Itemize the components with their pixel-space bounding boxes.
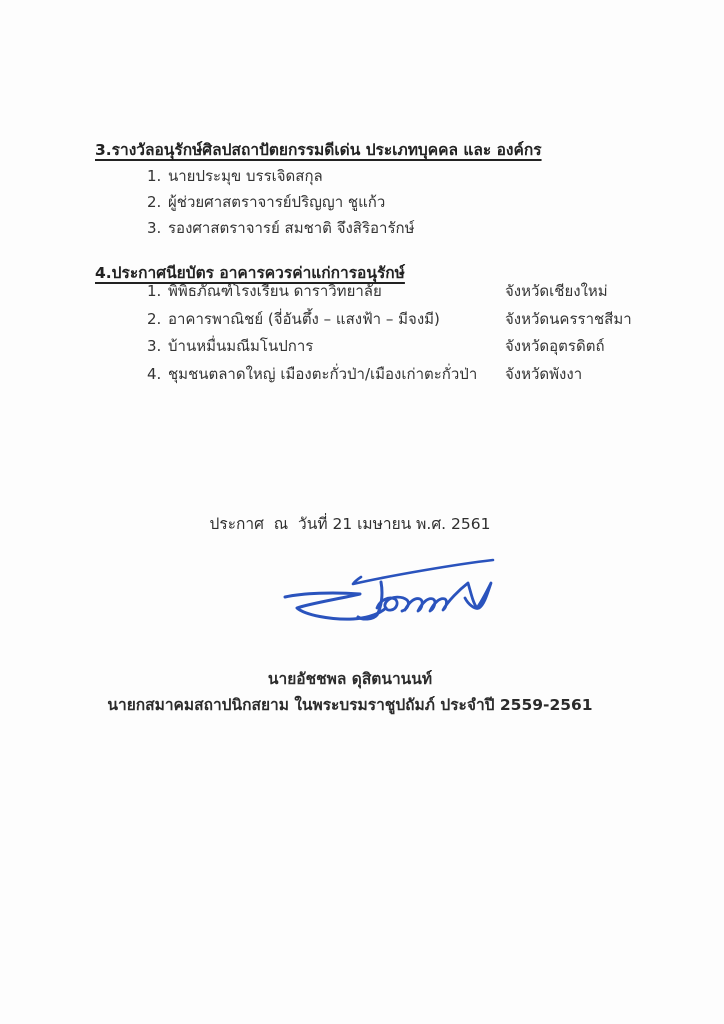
province-label: จังหวัดนครราชสีมา [505,309,632,328]
signature-stroke [358,582,382,619]
signatory-name: นายอัชชพล ดุสิตนานนท์ [267,670,433,688]
signature-stroke [405,583,491,611]
item-number: 2. [147,193,162,211]
signature-image [263,551,508,653]
item-number: 3. [147,337,162,356]
section-4-heading: 4.ประกาศนียบัตร อาคารควรค่าแก่การอนุรักษ์ [95,264,405,282]
list-item [147,309,684,337]
item-text: ผู้ช่วยศาสตราจารย์ปริญญา ชูแก้ว [168,193,386,211]
announcement-date-line: ประกาศ ณ วันที่ 21 เมษายน พ.ศ. 2561 [209,515,491,533]
province-label: จังหวัดพังงา [505,365,583,384]
item-text: รองศาสตราจารย์ สมชาติ จึงสิริอารักษ์ [168,219,415,237]
item-number: 3. [147,219,162,237]
item-number: 1. [147,167,162,185]
list-item [147,218,684,244]
item-text: พิพิธภัณฑ์โรงเรียน ดาราวิทยาลัย [168,282,382,300]
item-text: บ้านหมื่นมณีมโนปการ [168,337,314,356]
list-item [147,192,684,218]
signatory-title: นายกสมาคมสถาปนิกสยาม ในพระบรมราชูปถัมภ์ ประจำปี 2559-2561 [107,696,593,714]
province-label: จังหวัดอุตรดิตถ์ [505,337,605,356]
signature-stroke [285,593,386,619]
item-number: 2. [147,309,162,328]
item-text: อาคารพาณิชย์ (จี่อันตึ้ง – แสงฟ้า – มีจงมี) [168,309,440,328]
list-item [147,166,684,192]
item-number: 4. [147,365,162,384]
section-3-list [147,166,684,244]
province-label: จังหวัดเชียงใหม่ [505,282,608,300]
item-text: ชุมชนตลาดใหญ่ เมืองตะกั่วป่า/เมืองเก่าตะกั่วป่า [168,365,478,384]
list-item [147,281,684,309]
section-4-list [147,281,684,392]
list-item [147,336,684,364]
list-item [147,364,684,392]
section-3-heading: 3.รางวัลอนุรักษ์ศิลปสถาปัตยกรรมดีเด่น ประเภทบุคคล และ องค์กร [95,141,542,159]
signature-stroke [353,560,493,584]
item-text: นายประมุข บรรเจิดสกุล [168,167,323,185]
item-number: 1. [147,282,162,300]
